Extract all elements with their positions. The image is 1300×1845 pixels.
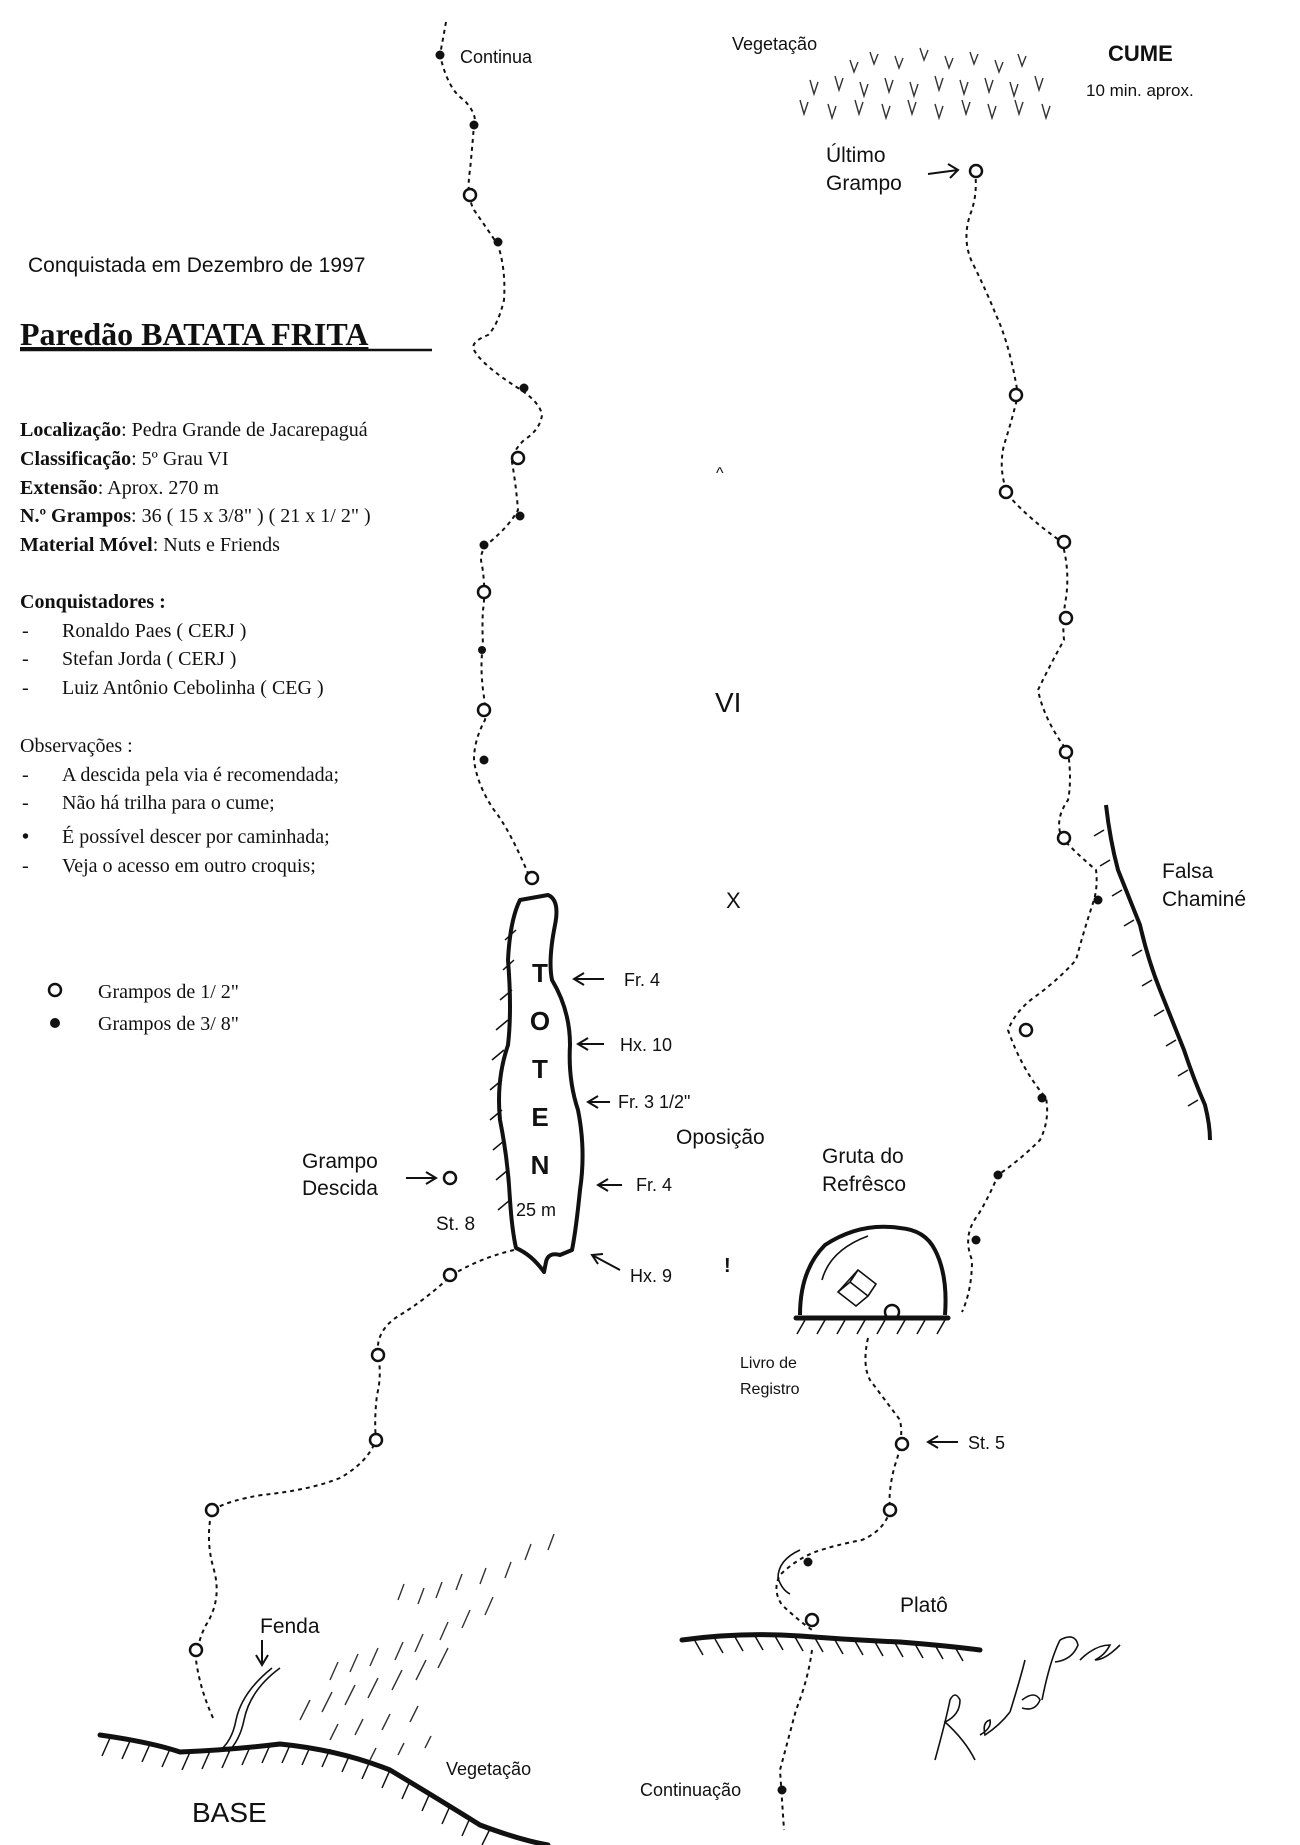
belay-st8-label: St. 8 (436, 1214, 476, 1235)
half-inch-bolt-icon (49, 984, 61, 996)
conquistador-name: Luiz Antônio Cebolinha ( CEG ) (62, 677, 324, 699)
vegetation-bottom-label: Vegetação (446, 1759, 532, 1779)
info-length: Extensão: Aprox. 270 m (20, 477, 219, 499)
plato-rock-icon (778, 1550, 800, 1594)
bolt-icon (1060, 746, 1072, 758)
grade-mark-exclamation: ! (724, 1255, 731, 1277)
rappel-label-2: Descida (302, 1177, 378, 1200)
bolt-icon (516, 512, 525, 521)
three-eighths-bolt-icon (50, 1018, 60, 1028)
conquest-date: Conquistada em Dezembro de 1997 (28, 254, 366, 277)
bolt-icon (436, 51, 445, 60)
right-route-lower-bolts (804, 1438, 909, 1626)
arrow-icon (256, 1640, 268, 1665)
observation-item: Veja o acesso em outro croquis; (62, 855, 316, 877)
oposicao-label: Oposição (676, 1126, 765, 1149)
bolt-icon (1058, 536, 1070, 548)
right-route-upper-bolts (970, 165, 1103, 1245)
left-route-upper-bolts (436, 51, 539, 885)
list-dash: - (22, 648, 29, 670)
gruta-label-2: Refrêsco (822, 1173, 907, 1196)
gear-hx10: Hx. 10 (620, 1035, 673, 1055)
bolt-icon (480, 541, 489, 550)
last-bolt-label-1: Último (826, 144, 886, 167)
grade-vi-label: VI (715, 687, 742, 718)
observations (20, 735, 339, 877)
falsa-chamine-line (1106, 805, 1210, 1140)
bolt-icon (470, 121, 479, 130)
vegetation-top-label: Vegetação (732, 34, 818, 54)
arrow-icon (592, 1254, 620, 1270)
bolt-icon (190, 1644, 202, 1656)
arrow-icon (928, 164, 958, 178)
first-ascensionists (20, 591, 324, 699)
bolt-icon (464, 189, 476, 201)
bolt-legend (49, 981, 239, 1035)
author-signature (935, 1637, 1120, 1760)
info-bolt-count: N.º Grampos: 36 ( 15 x 3/8" ) ( 21 x 1/ 2" ) (20, 505, 371, 527)
bolt-icon (206, 1504, 218, 1516)
arrow-icon (578, 1038, 604, 1050)
bolt-icon (370, 1434, 382, 1446)
arrow-icon (598, 1179, 622, 1191)
bolt-icon (512, 452, 524, 464)
bolt-icon (478, 704, 490, 716)
left-route-lower-bolts (190, 1269, 456, 1656)
bolt-icon (478, 586, 490, 598)
bolt-icon (806, 1614, 818, 1626)
list-dash: - (22, 792, 29, 814)
rappel-bolt-icon (444, 1172, 456, 1184)
register-book-label-2: Registro (740, 1381, 800, 1398)
bolt-icon (526, 872, 538, 884)
right-route-continuation-line (780, 1650, 812, 1830)
arrow-icon (928, 1436, 958, 1448)
bolt-icon (1010, 389, 1022, 401)
falsa-chamine-label-1: Falsa (1162, 860, 1214, 883)
bolt-icon (494, 238, 503, 247)
plato-label: Platô (900, 1594, 948, 1617)
list-dash: - (22, 764, 29, 786)
grade-mark-caret: ^ (716, 465, 724, 482)
summit-time-label: 10 min. aprox. (1086, 81, 1194, 100)
gear-fr4-bottom: Fr. 4 (636, 1175, 673, 1195)
gear-hx9: Hx. 9 (630, 1266, 673, 1286)
belay-st5-label: St. 5 (968, 1433, 1006, 1453)
list-dash: - (22, 855, 29, 877)
toten-height-label: 25 m (516, 1200, 557, 1220)
conquistador-name: Stefan Jorda ( CERJ ) (62, 648, 237, 670)
grade-mark-x: X (726, 888, 741, 913)
bolt-icon (480, 756, 489, 765)
bolt-icon (444, 1269, 456, 1281)
base-ground-hatching (102, 1738, 490, 1845)
list-bullet: • (22, 826, 30, 848)
toten-letter: O (529, 1006, 551, 1036)
gruta-floor-hatching (797, 1320, 945, 1334)
toten-name (530, 958, 550, 1180)
toten-letter: N (530, 1150, 550, 1180)
bolt-icon (1094, 896, 1103, 905)
bolt-icon (1038, 1094, 1047, 1103)
arrow-icon (574, 973, 604, 985)
bolt-icon (478, 646, 486, 654)
toten-letter: T (532, 1054, 548, 1084)
last-bolt-label-2: Grampo (826, 172, 902, 195)
bolt-icon (1020, 1024, 1032, 1036)
left-route-lower-line (196, 1250, 514, 1720)
fenda-label: Fenda (260, 1615, 320, 1638)
bolt-icon (994, 1171, 1003, 1180)
fenda-crack-line (218, 1668, 272, 1752)
observation-item: A descida pela via é recomendada; (62, 764, 340, 786)
base-label: BASE (192, 1797, 267, 1828)
right-route-upper-line (962, 171, 1097, 1312)
gruta-label-1: Gruta do (822, 1145, 904, 1168)
gear-fr3: Fr. 3 1/2" (618, 1092, 691, 1112)
bolt-icon (972, 1236, 981, 1245)
rappel-label-1: Grampo (302, 1150, 378, 1173)
toten-letter: T (532, 958, 548, 988)
last-bolt-icon (970, 165, 982, 177)
route-title: Paredão BATATA FRITA (20, 316, 369, 352)
register-book-label-1: Livro de (740, 1355, 797, 1372)
fenda-crack-line (228, 1668, 280, 1752)
arrow-icon (588, 1096, 610, 1108)
belay-st5-bolt-icon (896, 1438, 908, 1450)
bolt-icon (804, 1558, 813, 1567)
list-dash: - (22, 677, 29, 699)
bolt-icon (372, 1349, 384, 1361)
gear-fr4-top: Fr. 4 (624, 970, 661, 990)
bolt-icon (1060, 612, 1072, 624)
info-location: Localização: Pedra Grande de Jacarepaguá (20, 419, 368, 441)
gruta-outline (800, 1227, 946, 1315)
plato-ledge-line (682, 1635, 980, 1650)
summit-vegetation-icon (800, 48, 1050, 118)
register-book-box-icon (838, 1270, 876, 1306)
observation-item: Não há trilha para o cume; (62, 792, 275, 814)
falsa-chamine-label-2: Chaminé (1162, 888, 1247, 911)
legend-three-eighths: Grampos de 3/ 8" (98, 1013, 239, 1035)
bolt-icon (520, 384, 529, 393)
summit-label: CUME (1108, 41, 1173, 66)
observacoes-heading: Observações : (20, 735, 133, 757)
conquistadores-heading: Conquistadores : (20, 591, 166, 613)
toten-letter: E (531, 1102, 549, 1132)
base-ground-line (100, 1735, 548, 1845)
observation-item: É possível descer por caminhada; (62, 826, 330, 848)
info-gear: Material Móvel: Nuts e Friends (20, 534, 280, 556)
continua-label: Continua (460, 47, 533, 67)
base-vegetation-icon (300, 1534, 554, 1760)
bolt-icon (778, 1786, 787, 1795)
legend-half-inch: Grampos de 1/ 2" (98, 981, 239, 1003)
gear-annotations (574, 970, 765, 1286)
continuacao-label: Continuação (640, 1780, 742, 1800)
left-route-upper-line (440, 22, 542, 878)
route-info-list (20, 419, 371, 556)
bolt-icon (1000, 486, 1012, 498)
arrow-icon (406, 1172, 436, 1184)
bolt-icon (1058, 832, 1070, 844)
bolt-icon (884, 1504, 896, 1516)
list-dash: - (22, 620, 29, 642)
info-classification: Classificação: 5º Grau VI (20, 448, 229, 470)
conquistador-name: Ronaldo Paes ( CERJ ) (62, 620, 247, 642)
